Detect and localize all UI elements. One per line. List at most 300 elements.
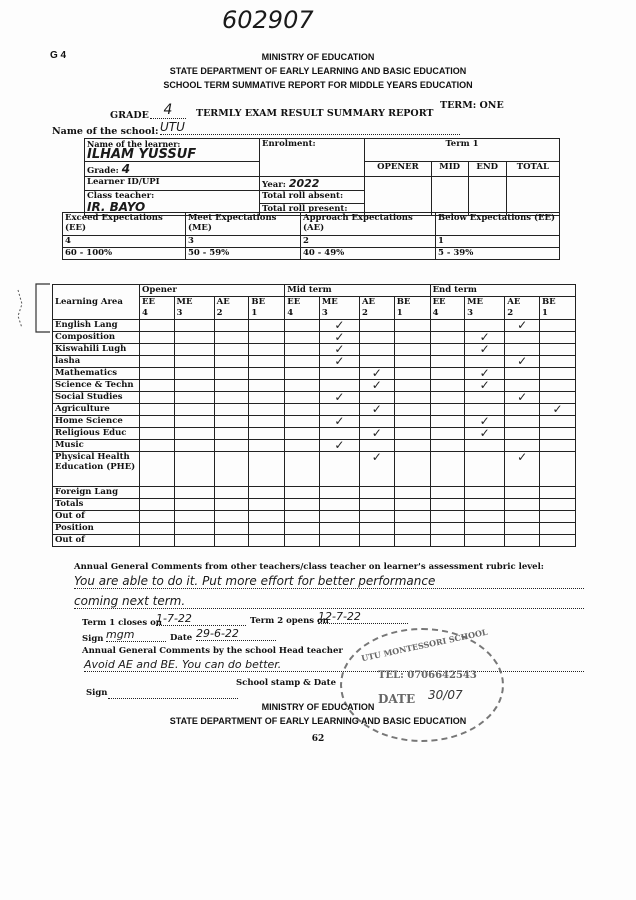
grade-cell-mid	[394, 416, 430, 428]
grade-cell-opener	[174, 535, 214, 547]
tick-mark: ✓	[479, 342, 490, 356]
level-code-2-3: BE	[539, 297, 575, 309]
grade-cell-end	[430, 344, 465, 356]
grade-cell-mid	[359, 511, 394, 523]
grade-cell-mid	[319, 452, 359, 487]
grade-cell-opener	[174, 499, 214, 511]
grade-cell-opener	[174, 404, 214, 416]
grade-cell-end	[465, 380, 505, 392]
grade-cell-mid	[394, 499, 430, 511]
grade-cell-opener	[249, 380, 285, 392]
grade-cell-mid	[319, 523, 359, 535]
sign2-label: Sign	[86, 688, 108, 698]
grade-cell-mid	[285, 332, 320, 344]
exp-label-ae: Approach Expectations (AE)	[301, 213, 436, 236]
grade-cell-opener	[214, 368, 249, 380]
grade-cell-opener	[140, 428, 175, 440]
grade-cell-mid	[285, 499, 320, 511]
exp-code-ee: 4	[63, 236, 186, 248]
grade-cell-end	[539, 511, 575, 523]
grade-cell-end	[539, 487, 575, 499]
grade-cell-mid	[359, 380, 394, 392]
level-code-2-2: AE	[505, 297, 540, 309]
grade-cell-opener	[249, 440, 285, 452]
learner-grade-label: Grade:	[87, 166, 119, 176]
term-open-value: 12-7-22	[318, 610, 408, 624]
grade-cell-mid	[285, 416, 320, 428]
grade-cell-opener	[214, 487, 249, 499]
grade-cell-end	[539, 523, 575, 535]
grade-cell-opener	[249, 320, 285, 332]
exp-code-be: 1	[436, 236, 560, 248]
learning-area-name: Social Studies	[53, 392, 140, 404]
level-num-2-3: 1	[539, 308, 575, 320]
table-row	[53, 344, 576, 356]
grade-cell-end	[505, 428, 540, 440]
grade-cell-end	[465, 511, 505, 523]
grade-cell-opener	[214, 535, 249, 547]
exp-label-be: Below Expectations (EE)	[436, 213, 560, 236]
learning-area-name: Home Science	[53, 416, 140, 428]
enrolment-cell	[260, 139, 365, 177]
table-row	[53, 428, 576, 440]
tick-mark: ✓	[371, 378, 382, 392]
grade-cell-opener	[214, 356, 249, 368]
table-row	[53, 535, 576, 547]
grade-cell-opener	[140, 416, 175, 428]
level-num-0-0: 4	[140, 308, 175, 320]
learning-area-header: Learning Area	[53, 285, 140, 320]
grade-cell-mid	[319, 416, 359, 428]
exp-range-me: 50 - 59%	[186, 248, 301, 260]
tick-mark: ✓	[334, 354, 345, 368]
grade-cell-opener	[214, 428, 249, 440]
grade-cell-opener	[174, 332, 214, 344]
grade-cell-mid	[394, 535, 430, 547]
grade-cell-end	[505, 487, 540, 499]
grade-cell-opener	[140, 320, 175, 332]
grade-cell-opener	[249, 511, 285, 523]
learning-area-name: Music	[53, 440, 140, 452]
exp-label-ee: Exceed Expectations (EE)	[63, 213, 186, 236]
grade-cell-mid	[319, 499, 359, 511]
term-mid-cell	[431, 177, 468, 216]
grade-cell-opener	[140, 344, 175, 356]
learning-area-name: Mathematics	[53, 368, 140, 380]
grade-cell-opener	[249, 344, 285, 356]
level-num-1-0: 4	[285, 308, 320, 320]
grade-cell-mid	[359, 452, 394, 487]
tick-mark: ✓	[371, 366, 382, 380]
grade-cell-end	[430, 320, 465, 332]
learner-name-label: Name of the learner:	[87, 139, 181, 149]
learner-info-table	[84, 138, 560, 216]
grade-cell-mid	[394, 356, 430, 368]
learning-area-name: Physical Health Education (PHE)	[53, 452, 140, 487]
tick-mark: ✓	[371, 450, 382, 464]
grade-cell-end	[430, 452, 465, 487]
level-code-1-0: EE	[285, 297, 320, 309]
grade-cell-opener	[249, 356, 285, 368]
grade-cell-opener	[174, 356, 214, 368]
tick-mark: ✓	[334, 318, 345, 332]
grade-cell-opener	[214, 332, 249, 344]
grade-cell-end	[539, 499, 575, 511]
grade-cell-mid	[359, 344, 394, 356]
grade-cell-mid	[319, 511, 359, 523]
head-comments-line-1: Avoid AE and BE. You can do better.	[84, 658, 584, 672]
grade-cell-mid	[319, 356, 359, 368]
level-code-1-2: AE	[359, 297, 394, 309]
learner-grade-value: 4	[121, 162, 131, 176]
document-number: 602907	[222, 6, 314, 34]
grade-cell-end	[505, 452, 540, 487]
level-code-0-3: BE	[249, 297, 285, 309]
grade-cell-end	[539, 380, 575, 392]
header-ministry: MINISTRY OF EDUCATION	[261, 52, 375, 62]
stamp-date-value: 30/07	[428, 688, 463, 702]
grade-cell-mid	[359, 428, 394, 440]
grade-cell-opener	[214, 523, 249, 535]
grade-cell-opener	[249, 428, 285, 440]
grade-cell-end	[505, 320, 540, 332]
grade-cell-opener	[249, 452, 285, 487]
grade-cell-end	[539, 535, 575, 547]
grade-cell-opener	[140, 368, 175, 380]
grade-cell-end	[505, 511, 540, 523]
grade-cell-opener	[140, 356, 175, 368]
term-close-label: Term 1 closes on	[82, 618, 162, 628]
grade-cell-mid	[394, 440, 430, 452]
level-num-2-1: 3	[465, 308, 505, 320]
learning-area-name: Religious Educ	[53, 428, 140, 440]
grade-cell-mid	[319, 392, 359, 404]
learning-area-name: lasha	[53, 356, 140, 368]
grade-cell-end	[465, 499, 505, 511]
roll-present-label: Total roll present:	[260, 203, 365, 216]
grade-cell-mid	[359, 320, 394, 332]
grade-cell-opener	[214, 320, 249, 332]
grade-cell-mid	[394, 523, 430, 535]
grade-cell-mid	[285, 452, 320, 487]
grade-cell-mid	[285, 487, 320, 499]
date-value: 29-6-22	[196, 627, 276, 641]
grade-cell-opener	[249, 523, 285, 535]
tick-mark: ✓	[371, 402, 382, 416]
grade-cell-opener	[140, 523, 175, 535]
class-teacher-value: IR. BAYO	[87, 200, 146, 214]
term-opener-cell	[365, 177, 432, 216]
learning-area-name: Totals	[53, 499, 140, 511]
header-report-type: SCHOOL TERM SUMMATIVE REPORT FOR MIDDLE YEARS EDUCATION	[163, 80, 473, 90]
header-department: STATE DEPARTMENT OF EARLY LEARNING AND BASIC EDUCATION	[169, 66, 467, 76]
grade-cell-mid	[359, 499, 394, 511]
level-num-0-2: 2	[214, 308, 249, 320]
grade-cell-mid	[285, 428, 320, 440]
table-row	[53, 511, 576, 523]
tick-mark: ✓	[334, 342, 345, 356]
enrolment-year-value: 2022	[288, 177, 320, 190]
footer-ministry: MINISTRY OF EDUCATION	[261, 702, 375, 712]
grade-cell-end	[430, 356, 465, 368]
footer-department: STATE DEPARTMENT OF EARLY LEARNING AND BASIC EDUCATION	[169, 716, 467, 726]
grade-cell-end	[430, 523, 465, 535]
term-box-title: Term 1	[365, 139, 560, 162]
grade-cell-end	[465, 452, 505, 487]
level-num-1-2: 2	[359, 308, 394, 320]
comments-label: Annual General Comments from other teachers/class teacher on learner's assessment rubric level:	[74, 562, 544, 572]
school-value: UTU	[160, 120, 460, 135]
learning-area-name: Foreign Lang	[53, 487, 140, 499]
grade-cell-opener	[140, 487, 175, 499]
grade-cell-mid	[394, 344, 430, 356]
term-label: TERM: ONE	[440, 100, 504, 111]
grade-cell-mid	[359, 535, 394, 547]
grade-cell-end	[505, 535, 540, 547]
tick-mark: ✓	[517, 318, 528, 332]
grade-cell-end	[505, 523, 540, 535]
comments-line-2: coming next term.	[74, 594, 584, 609]
tick-mark: ✓	[334, 438, 345, 452]
tick-mark: ✓	[517, 450, 528, 464]
tick-mark: ✓	[479, 378, 490, 392]
results-grid	[52, 284, 576, 547]
grade-cell-mid	[285, 344, 320, 356]
level-num-1-3: 1	[394, 308, 430, 320]
learning-area-name: Position	[53, 523, 140, 535]
level-code-0-2: AE	[214, 297, 249, 309]
grade-cell-opener	[249, 332, 285, 344]
grade-cell-end	[465, 392, 505, 404]
grade-cell-end	[505, 404, 540, 416]
grade-cell-end	[465, 523, 505, 535]
grade-cell-opener	[174, 511, 214, 523]
head-comments-label: Annual General Comments by the school Head teacher	[82, 646, 343, 656]
grade-cell-end	[505, 392, 540, 404]
grade-cell-mid	[319, 440, 359, 452]
grade-value: 4	[150, 102, 186, 119]
exp-range-ae: 40 - 49%	[301, 248, 436, 260]
grade-cell-opener	[174, 320, 214, 332]
exp-code-ae: 2	[301, 236, 436, 248]
term-col-end: END	[468, 162, 506, 177]
grade-cell-end	[539, 416, 575, 428]
tick-mark: ✓	[479, 414, 490, 428]
grade-cell-opener	[249, 487, 285, 499]
group-end-header: End term	[430, 285, 575, 297]
learning-area-name: Out of	[53, 511, 140, 523]
tick-mark: ✓	[334, 390, 345, 404]
learner-grade-cell	[85, 162, 260, 177]
grade-cell-opener	[214, 440, 249, 452]
grade-cell-opener	[140, 392, 175, 404]
grade-cell-opener	[174, 523, 214, 535]
grade-cell-end	[505, 356, 540, 368]
term-total-cell	[506, 177, 559, 216]
stamp-date-label: DATE	[378, 692, 416, 706]
margin-bracket-mark	[14, 280, 54, 340]
grade-cell-end	[430, 416, 465, 428]
school-stamp-label: School stamp & Date	[236, 678, 336, 688]
grade-cell-end	[430, 440, 465, 452]
grade-cell-opener	[140, 440, 175, 452]
sign-label: Sign	[82, 634, 104, 644]
grade-label: GRADE	[110, 110, 149, 121]
grade-cell-end	[430, 428, 465, 440]
level-code-0-1: ME	[174, 297, 214, 309]
tick-mark: ✓	[371, 426, 382, 440]
level-num-1-1: 3	[319, 308, 359, 320]
grade-cell-opener	[140, 535, 175, 547]
footer-page-number: 62	[311, 734, 325, 744]
grade-cell-end	[505, 499, 540, 511]
grade-cell-opener	[214, 416, 249, 428]
grade-cell-mid	[285, 535, 320, 547]
grade-cell-opener	[214, 499, 249, 511]
level-code-1-3: BE	[394, 297, 430, 309]
learning-area-name: Out of	[53, 535, 140, 547]
stamp-ring-text: UTU MONTESSORI SCHOOL	[360, 626, 489, 664]
level-num-0-3: 1	[249, 308, 285, 320]
grade-cell-opener	[174, 452, 214, 487]
grade-cell-end	[430, 535, 465, 547]
grade-cell-mid	[394, 452, 430, 487]
grade-cell-mid	[394, 392, 430, 404]
learning-area-name: Agriculture	[53, 404, 140, 416]
table-row	[53, 416, 576, 428]
grade-cell-mid	[285, 368, 320, 380]
expectations-table	[62, 212, 560, 260]
grade-cell-opener	[214, 511, 249, 523]
grade-cell-opener	[174, 392, 214, 404]
table-row	[53, 332, 576, 344]
table-row	[53, 404, 576, 416]
grade-cell-opener	[174, 440, 214, 452]
enrolment-year-cell	[260, 177, 365, 191]
level-code-1-1: ME	[319, 297, 359, 309]
grade-cell-end	[430, 487, 465, 499]
group-opener-header: Opener	[140, 285, 285, 297]
tick-mark: ✓	[479, 330, 490, 344]
grade-cell-opener	[214, 392, 249, 404]
sign-value: mgm	[106, 628, 166, 642]
grade-cell-end	[430, 332, 465, 344]
grade-cell-mid	[285, 392, 320, 404]
grade-cell-opener	[174, 416, 214, 428]
grade-cell-end	[539, 344, 575, 356]
grade-cell-opener	[140, 452, 175, 487]
level-num-2-0: 4	[430, 308, 465, 320]
learner-name-value: ILHAM YUSSUF	[87, 147, 197, 162]
enrolment-label: Enrolment:	[262, 139, 316, 149]
roll-absent-label: Total roll absent:	[260, 191, 365, 204]
table-row	[53, 487, 576, 499]
stamp-tel: TEL: 0706642543	[378, 670, 477, 681]
enrolment-year-label: Year:	[262, 180, 286, 190]
grade-cell-opener	[214, 404, 249, 416]
grade-cell-mid	[285, 511, 320, 523]
grade-cell-mid	[394, 380, 430, 392]
tick-mark: ✓	[479, 426, 490, 440]
grade-cell-opener	[249, 499, 285, 511]
grade-cell-end	[430, 404, 465, 416]
exp-range-ee: 60 - 100%	[63, 248, 186, 260]
level-code-2-1: ME	[465, 297, 505, 309]
exp-range-be: 5 - 39%	[436, 248, 560, 260]
table-row	[53, 452, 576, 487]
grade-cell-opener	[214, 452, 249, 487]
tick-mark: ✓	[479, 366, 490, 380]
grade-cell-mid	[359, 332, 394, 344]
grade-cell-mid	[394, 404, 430, 416]
grade-cell-mid	[359, 404, 394, 416]
grade-cell-mid	[285, 320, 320, 332]
grade-cell-opener	[249, 368, 285, 380]
grade-cell-end	[465, 428, 505, 440]
table-row	[53, 499, 576, 511]
term-open-label: Term 2 opens on	[250, 616, 329, 626]
grade-cell-opener	[174, 380, 214, 392]
grade-cell-mid	[394, 487, 430, 499]
grade-cell-opener	[249, 416, 285, 428]
grade-cell-mid	[359, 523, 394, 535]
grade-cell-opener	[140, 511, 175, 523]
class-teacher-label: Class teacher:	[87, 191, 155, 201]
grade-cell-end	[465, 487, 505, 499]
exp-label-me: Meet Expectations (ME)	[186, 213, 301, 236]
learning-area-name: Science & Techn	[53, 380, 140, 392]
grade-cell-mid	[394, 320, 430, 332]
level-code-0-0: EE	[140, 297, 175, 309]
grade-cell-end	[505, 368, 540, 380]
exp-code-me: 3	[186, 236, 301, 248]
grade-cell-mid	[394, 511, 430, 523]
grade-cell-opener	[174, 344, 214, 356]
tick-mark: ✓	[517, 390, 528, 404]
learner-id-label: Learner ID/UPI	[85, 177, 260, 191]
tick-mark: ✓	[334, 414, 345, 428]
grade-cell-opener	[174, 487, 214, 499]
grade-cell-end	[539, 320, 575, 332]
grade-cell-end	[539, 332, 575, 344]
grade-cell-end	[430, 368, 465, 380]
grade-cell-mid	[285, 440, 320, 452]
grade-cell-end	[430, 511, 465, 523]
grade-cell-mid	[319, 535, 359, 547]
grade-cell-end	[539, 428, 575, 440]
grade-cell-end	[505, 416, 540, 428]
grade-cell-end	[465, 440, 505, 452]
grade-cell-end	[430, 392, 465, 404]
level-num-2-2: 2	[505, 308, 540, 320]
grade-cell-mid	[394, 428, 430, 440]
grade-cell-end	[430, 499, 465, 511]
grade-cell-end	[505, 332, 540, 344]
grade-cell-opener	[140, 332, 175, 344]
grade-cell-end	[539, 452, 575, 487]
term-col-total: TOTAL	[506, 162, 559, 177]
comments-line-1: You are able to do it. Put more effort for better performance	[74, 574, 584, 589]
tick-mark: ✓	[334, 330, 345, 344]
grade-cell-mid	[285, 404, 320, 416]
grade-cell-opener	[249, 404, 285, 416]
term-end-cell	[468, 177, 506, 216]
grade-cell-opener	[174, 368, 214, 380]
level-num-0-1: 3	[174, 308, 214, 320]
grade-cell-end	[539, 368, 575, 380]
table-row	[53, 380, 576, 392]
sign2-line	[108, 688, 238, 699]
